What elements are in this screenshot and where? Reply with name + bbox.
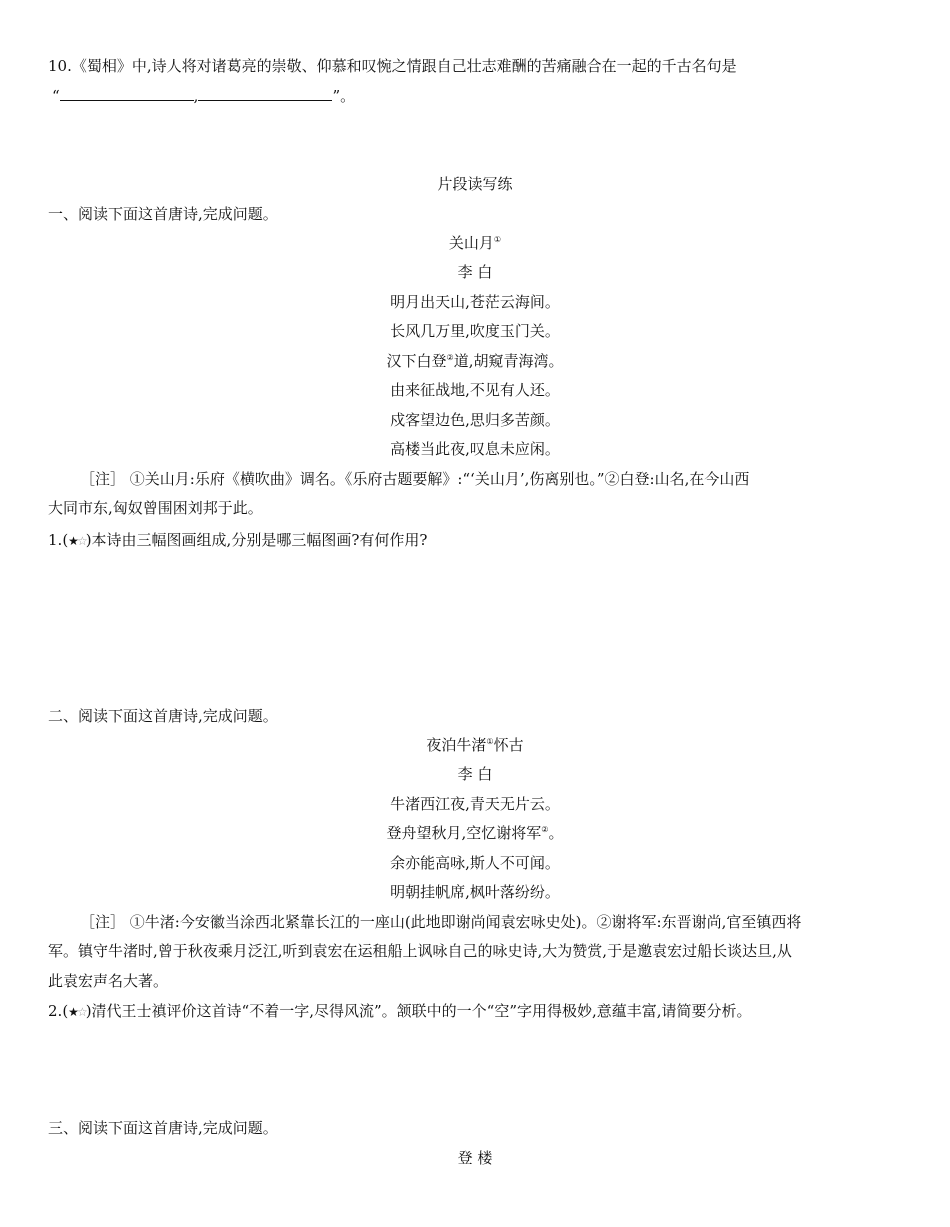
question-text: )本诗由三幅图画组成,分别是哪三幅图画?有何作用? [85, 531, 428, 549]
part1-title-text: 关山月 [448, 234, 494, 252]
part2-poem-line [0, 823, 950, 843]
q10-comma: , [193, 87, 199, 105]
part1-intro: 一、阅读下面这首唐诗,完成问题。 [48, 205, 278, 223]
part3-poem-title: 登 楼 [457, 1149, 493, 1167]
part2-line2-b: 。 [548, 824, 564, 842]
star-hollow-icon: ☆ [76, 534, 86, 548]
part2-line2-note: ② [541, 825, 549, 834]
difficulty-stars-icon [68, 534, 86, 548]
part3-intro: 三、阅读下面这首唐诗,完成问题。 [48, 1119, 278, 1137]
q10-close: ”。 [332, 87, 356, 105]
part1-poem-line [0, 351, 950, 371]
part2-note-line3: 此袁宏声名大著。 [48, 972, 169, 990]
part1-author: 李 白 [457, 263, 493, 281]
part1-question: 1.(★☆)本诗由三幅图画组成,分别是哪三幅图画?有何作用? [48, 531, 428, 549]
q10-text: 10.《蜀相》中,诗人将对诸葛亮的崇敬、仰慕和叹惋之情跟自己壮志难酬的苦痛融合在一起的千古名句是 [48, 57, 737, 75]
part2-author: 李 白 [457, 765, 493, 783]
part2-title-note: ① [486, 737, 494, 746]
part1-poem-line: 高楼当此夜,叹息未应闲。 [390, 440, 560, 458]
question-number: 1. [48, 531, 63, 549]
part2-intro: 二、阅读下面这首唐诗,完成问题。 [48, 707, 278, 725]
question-text: )清代王士禛评价这首诗“不着一字,尽得风流”。颔联中的一个“空”字用得极妙,意蕴丰富,请简要分析。 [85, 1002, 752, 1020]
question-number: 2. [48, 1002, 63, 1020]
part1-line3-b: 道,胡窥青海湾。 [453, 352, 564, 370]
q10-open-quote: “ [52, 87, 60, 105]
part1-poem-line: 长风几万里,吹度玉门关。 [390, 322, 560, 340]
part2-title-a: 夜泊牛渚 [426, 736, 487, 754]
section-title: 片段读写练 [437, 175, 513, 193]
part1-title-note: ① [493, 235, 502, 244]
part1-poem-line: 由来征战地,不见有人还。 [390, 381, 560, 399]
part2-poem-line: 牛渚西江夜,青天无片云。 [390, 795, 560, 813]
q10-blank-2[interactable] [198, 86, 332, 101]
part1-line3-note: ② [446, 353, 454, 362]
q10-blank-1[interactable] [60, 86, 194, 101]
part1-poem-line: 明月出天山,苍茫云海间。 [390, 293, 560, 311]
part2-poem-line: 余亦能高咏,斯人不可闻。 [390, 854, 560, 872]
part2-poem-line: 明朝挂帆席,枫叶落纷纷。 [390, 883, 560, 901]
part2-title-b: 怀古 [493, 736, 524, 754]
part1-line3-a: 汉下白登 [386, 352, 447, 370]
part2-question: 2.(★☆)清代王士禛评价这首诗“不着一字,尽得风流”。颔联中的一个“空”字用得极妙,意蕴丰富,请简要分析。 [48, 1002, 752, 1020]
part2-note-line1: ［注］ ①牛渚:今安徽当涂西北紧靠长江的一座山(此地即谢尚闻袁宏咏史处)。②谢将军:东晋谢尚,官至镇西将 [80, 913, 802, 931]
part1-poem-line: 戍客望边色,思归多苦颜。 [390, 411, 560, 429]
part2-poem-title [0, 735, 950, 755]
difficulty-stars-icon [68, 1005, 86, 1019]
part2-note-line2: 军。镇守牛渚时,曾于秋夜乘月泛江,听到袁宏在运租船上讽咏自己的咏史诗,大为赞赏,于是邀袁宏过船长谈达旦,从 [48, 942, 792, 960]
q10-answer-line [52, 86, 355, 106]
star-filled-icon: ★ [68, 534, 77, 548]
part1-note-line2: 大同市东,匈奴曾围困刘邦于此。 [48, 499, 263, 517]
part2-line2-a: 登舟望秋月,空忆谢将军 [386, 824, 542, 842]
part1-poem-title [0, 233, 950, 253]
part1-note-line1: ［注］ ①关山月:乐府《横吹曲》调名。《乐府古题要解》:“‘关山月’,伤离别也。”②白登:山名,在今山西 [80, 470, 750, 488]
star-hollow-icon: ☆ [76, 1005, 86, 1019]
star-filled-icon: ★ [68, 1005, 77, 1019]
